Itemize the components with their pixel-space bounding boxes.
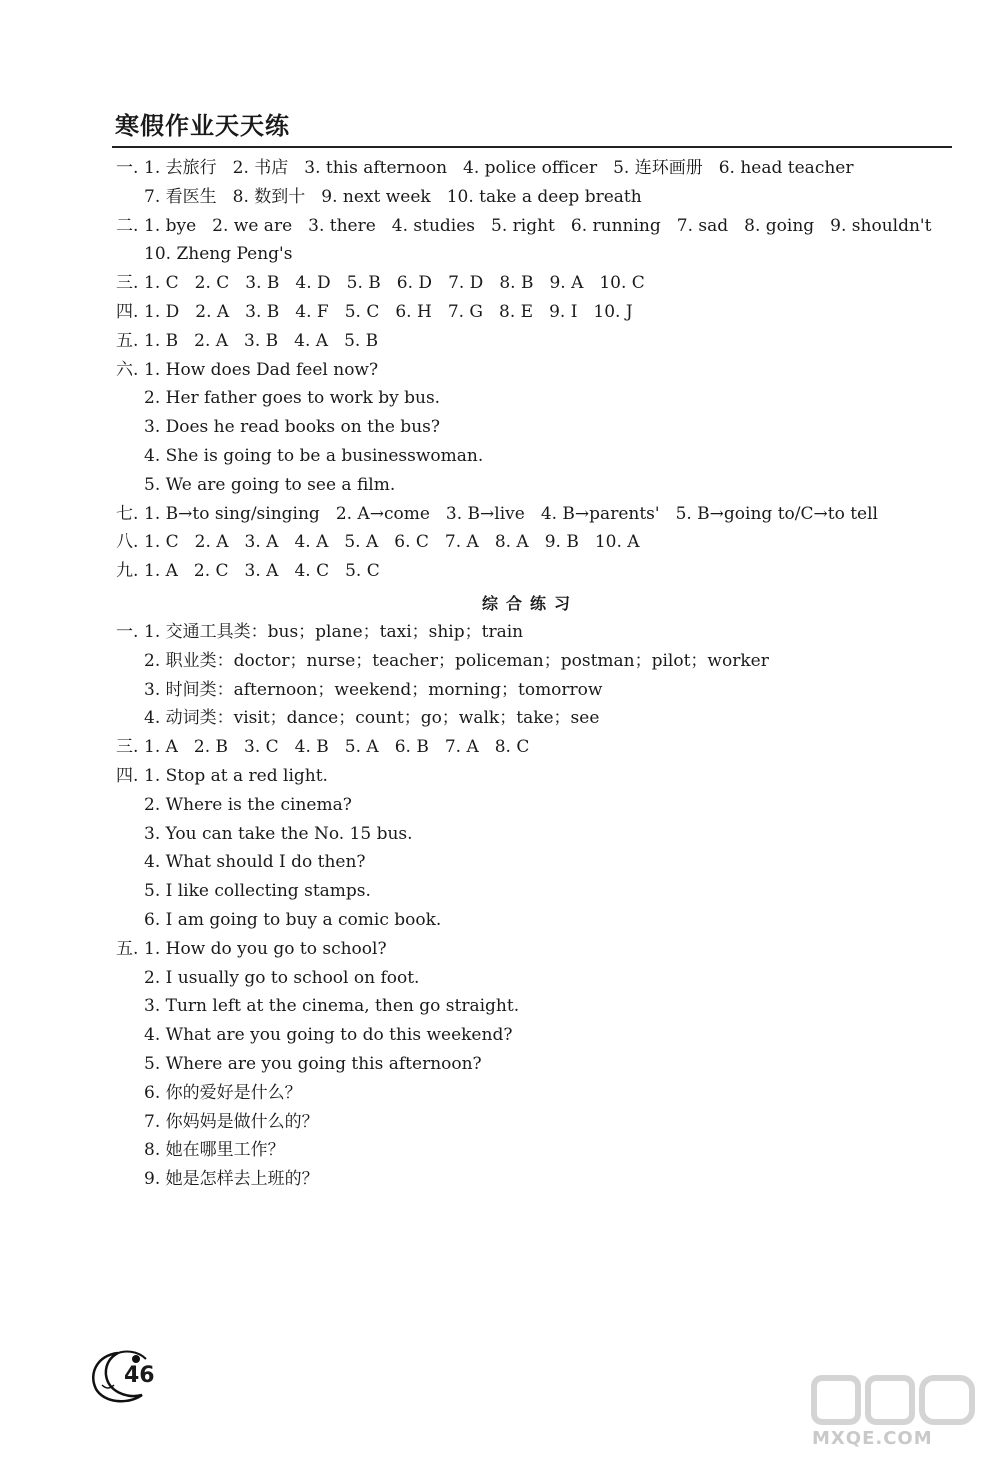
answer-item: 4. A — [294, 330, 329, 351]
answer-item: 7. G — [447, 302, 484, 322]
section-number: 九. — [116, 561, 139, 582]
answer-item: 3. A — [244, 561, 279, 582]
section-number: 四. — [116, 302, 139, 322]
answer-item: 6. B — [394, 737, 429, 758]
answer-item: 9. I — [549, 302, 578, 322]
answer-item: 9. A — [549, 273, 584, 294]
page-number-badge — [84, 1345, 164, 1405]
answer-item: 3. B — [245, 302, 280, 322]
answer-item: 3. You can take the No. 15 bus. — [144, 823, 413, 844]
answer-item: 8. C — [494, 737, 530, 758]
answer-item: 7. sad — [676, 215, 729, 236]
answer-item: 3. Does he read books on the bus? — [144, 417, 440, 438]
answer-item: 10. J — [593, 302, 633, 322]
section-number: 二. — [116, 215, 139, 236]
answer-item: 2. C — [193, 561, 229, 582]
answer-item: 5. Where are you going this afternoon? — [144, 1054, 482, 1074]
answer-item: 6. 你的爱好是什么？ — [144, 1082, 302, 1103]
header-rule — [112, 146, 952, 148]
answer-item: 5. C — [345, 561, 380, 582]
section-number: 三. — [116, 273, 139, 294]
answer-item: 4. What are you going to do this weekend? — [144, 1025, 513, 1046]
answer-item: 3. B — [245, 273, 280, 294]
watermark-text: MXQE.COM — [812, 1428, 933, 1449]
answer-item: 10. Zheng Peng's — [144, 244, 293, 265]
answer-item: 7. A — [444, 737, 479, 758]
header-title: 寒假作业天天练 — [115, 112, 290, 140]
answer-item: 3. this afternoon — [304, 158, 448, 178]
answer-item: 4. F — [295, 302, 329, 322]
answer-item: 6. C — [394, 532, 429, 553]
answer-item: 3. A — [244, 532, 279, 553]
answer-item: 8. 她在哪里工作？ — [144, 1140, 285, 1161]
answer-item: 1. B — [144, 330, 179, 351]
answer-item: 6. H — [395, 302, 432, 322]
answer-item: 2. 职业类：doctor；nurse；teacher；policeman；postman；pilot；worker — [144, 650, 769, 671]
answer-item: 7. D — [448, 273, 484, 294]
answer-item: 9. B — [544, 532, 579, 553]
answer-item: 3. C — [244, 737, 279, 758]
answer-item: 6. running — [570, 215, 661, 236]
answer-item: 5. B→going to/C→to tell — [675, 503, 878, 524]
answer-item: 5. right — [491, 215, 555, 236]
answer-item: 1. How do you go to school? — [144, 938, 387, 959]
answer-item: 2. A — [195, 302, 230, 322]
answer-item: 4. studies — [391, 215, 476, 236]
answer-item: 1. 去旅行 — [144, 158, 217, 178]
answer-item: 5. 连环画册 — [613, 158, 703, 178]
review-title: 综合练习 — [482, 594, 579, 613]
answer-item: 10. A — [594, 532, 640, 553]
answer-item: 3. B→live — [445, 503, 525, 524]
answer-item: 8. 数到十 — [232, 186, 306, 207]
answer-item: 1. bye — [144, 215, 197, 236]
answer-item: 3. B — [244, 330, 279, 351]
answer-item: 6. D — [396, 273, 433, 294]
section-number: 四. — [116, 766, 139, 786]
answer-item: 4. What should I do then? — [144, 852, 366, 873]
answer-item: 6. head teacher — [718, 158, 854, 178]
answer-item: 3. there — [308, 215, 376, 236]
answer-item: 2. 书店 — [232, 158, 289, 178]
answer-item: 4. D — [295, 273, 331, 294]
answer-item: 7. 你妈妈是做什么的？ — [144, 1111, 319, 1132]
answer-item: 4. C — [294, 561, 330, 582]
answer-item: 2. Her father goes to work by bus. — [144, 388, 441, 409]
answer-item: 5. A — [344, 737, 379, 758]
answer-item: 5. B — [344, 330, 379, 351]
answer-item: 1. C — [144, 273, 179, 294]
section-number: 八. — [116, 532, 139, 553]
answer-item: 1. How does Dad feel now? — [144, 359, 379, 380]
section-number: 三. — [116, 737, 139, 758]
answer-item: 1. C — [144, 532, 179, 553]
answer-item: 4. B→parents' — [540, 503, 660, 524]
answer-item: 5. B — [346, 273, 381, 294]
answer-item: 1. D — [144, 302, 180, 322]
watermark-logo-icon — [810, 1370, 980, 1430]
answer-item: 10. C — [599, 273, 645, 294]
answer-item: 7. A — [444, 532, 479, 553]
answer-item: 5. C — [344, 302, 380, 322]
answer-item: 4. B — [294, 737, 329, 758]
answer-item: 4. 动词类：visit；dance；count；go；walk；take；see — [144, 708, 600, 729]
answer-item: 1. A — [144, 737, 178, 758]
answer-item: 1. 交通工具类：bus；plane；taxi；ship；train — [144, 622, 524, 642]
answer-item: 10. take a deep breath — [446, 186, 642, 207]
section-number: 五. — [116, 330, 139, 351]
answer-item: 4. A — [294, 532, 329, 553]
section-number: 六. — [116, 359, 139, 380]
answer-item: 8. going — [744, 215, 815, 236]
answer-item: 2. C — [194, 273, 230, 294]
section-number: 一. — [116, 622, 139, 642]
answer-item: 2. A→come — [335, 503, 430, 524]
answer-item: 4. She is going to be a businesswoman. — [144, 446, 484, 466]
answer-item: 2. Where is the cinema? — [144, 794, 352, 815]
answer-item: 2. we are — [212, 215, 293, 236]
answer-item: 3. Turn left at the cinema, then go straight. — [144, 996, 520, 1017]
page-number: 46 — [124, 1363, 155, 1388]
answer-item: 8. E — [499, 302, 534, 322]
answer-item: 2. I usually go to school on foot. — [144, 967, 420, 988]
section-number: 五. — [116, 938, 139, 959]
answer-item: 7. 看医生 — [144, 186, 217, 207]
answer-item: 1. Stop at a red light. — [144, 766, 328, 786]
answer-item: 8. A — [494, 532, 529, 553]
answer-item: 9. next week — [321, 186, 431, 207]
answer-item: 4. police officer — [463, 158, 598, 178]
answer-item: 6. I am going to buy a comic book. — [144, 910, 442, 930]
section-number: 七. — [116, 503, 139, 524]
answer-item: 8. B — [499, 273, 534, 294]
answer-item: 1. B→to sing/singing — [144, 503, 320, 524]
answer-item: 2. A — [194, 532, 229, 553]
answer-item: 9. 她是怎样去上班的？ — [144, 1169, 319, 1190]
answer-item: 3. 时间类：afternoon；weekend；morning；tomorrow — [144, 679, 603, 700]
answer-item: 5. We are going to see a film. — [144, 474, 396, 495]
answer-item: 5. I like collecting stamps. — [144, 881, 371, 902]
answer-item: 5. A — [344, 532, 379, 553]
answer-item: 2. A — [194, 330, 229, 351]
answer-item: 2. B — [193, 737, 229, 758]
watermark — [810, 1370, 980, 1460]
answer-item: 9. shouldn't — [830, 215, 932, 236]
section-number: 一. — [116, 158, 139, 178]
answer-item: 1. A — [144, 561, 178, 582]
